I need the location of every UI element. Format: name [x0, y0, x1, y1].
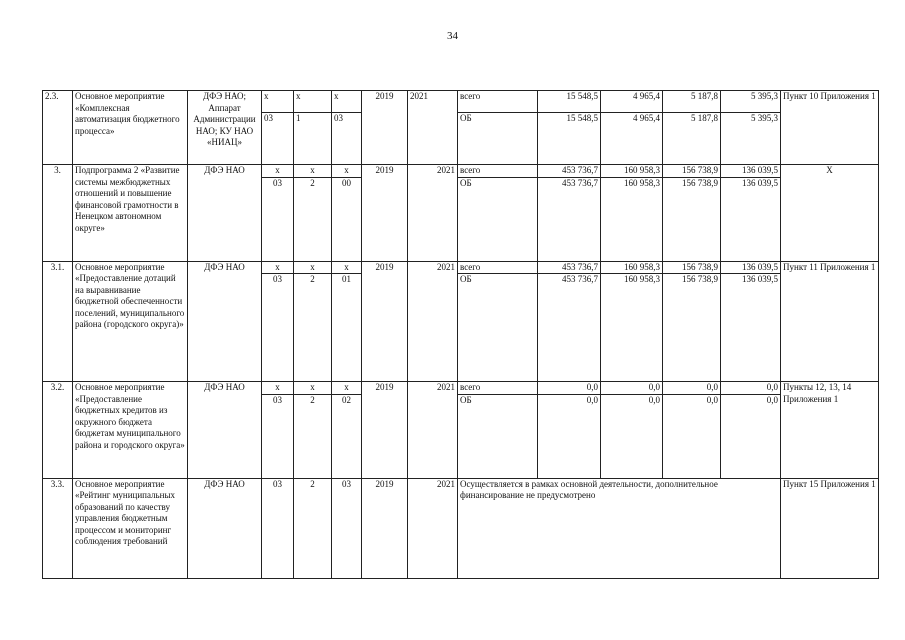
note: Пункт 10 Приложения 1 — [781, 91, 879, 165]
note: Х — [781, 165, 879, 262]
budget-code-x: х — [294, 165, 332, 178]
budget-code: 03 — [262, 113, 294, 165]
executor: ДФЭ НАО — [188, 261, 262, 382]
measure-name: Основное мероприятие «Рейтинг муниципальных образований по качеству управления бюджетным процессом и мониторинг соблюдения требований — [73, 478, 188, 578]
executor: ДФЭ НАО — [188, 382, 262, 479]
year-start: 2019 — [362, 165, 408, 262]
table-row — [43, 478, 879, 578]
funding-source: всего — [458, 91, 538, 113]
amount-2021: 136 039,5 — [721, 177, 781, 261]
funding-source: всего — [458, 382, 538, 395]
amount-2019: 4 965,4 — [601, 91, 663, 113]
table-row — [43, 91, 879, 113]
budget-code: 2 — [294, 478, 332, 578]
total-amount: 15 548,5 — [538, 113, 601, 165]
amount-2021: 0,0 — [721, 382, 781, 395]
row-number: 3.1. — [43, 261, 73, 382]
total-amount: 0,0 — [538, 382, 601, 395]
table-row — [43, 261, 879, 274]
total-amount: 453 736,7 — [538, 165, 601, 178]
total-amount: 453 736,7 — [538, 274, 601, 382]
budget-code: 03 — [262, 274, 294, 382]
budget-code: 2 — [294, 274, 332, 382]
measure-name: Подпрограмма 2 «Развитие системы межбюджетных отношений и повышение финансовой грамотности в Ненецком автономном округе» — [73, 165, 188, 262]
measure-name: Основное мероприятие «Предоставление дотаций на выравнивание бюджетной обеспеченности поселений, муниципального района (городского округа)» — [73, 261, 188, 382]
amount-2020: 0,0 — [663, 394, 721, 478]
budget-code: 2 — [294, 394, 332, 478]
budget-code-x: х — [262, 165, 294, 178]
year-end: 2021 — [408, 91, 458, 165]
year-end: 2021 — [408, 382, 458, 479]
amount-2020: 5 187,8 — [663, 113, 721, 165]
funding-source: ОБ — [458, 113, 538, 165]
amount-2019: 4 965,4 — [601, 113, 663, 165]
funding-source: ОБ — [458, 177, 538, 261]
executor: ДФЭ НАО — [188, 165, 262, 262]
total-amount: 15 548,5 — [538, 91, 601, 113]
measure-name: Основное мероприятие «Комплексная автоматизация бюджетного процесса» — [73, 91, 188, 165]
budget-code-x: х — [294, 91, 332, 113]
budget-code-x: х — [332, 165, 362, 178]
budget-code: 00 — [332, 177, 362, 261]
year-start: 2019 — [362, 382, 408, 479]
amount-2021: 136 039,5 — [721, 274, 781, 382]
funding-source: ОБ — [458, 274, 538, 382]
total-amount: 0,0 — [538, 394, 601, 478]
table-row — [43, 165, 879, 178]
amount-2019: 160 958,3 — [601, 165, 663, 178]
amount-2021: 136 039,5 — [721, 165, 781, 178]
amount-2021: 136 039,5 — [721, 261, 781, 274]
year-start: 2019 — [362, 91, 408, 165]
program-table — [42, 90, 879, 579]
amount-2021: 0,0 — [721, 394, 781, 478]
amount-2020: 156 738,9 — [663, 274, 721, 382]
amount-2019: 160 958,3 — [601, 261, 663, 274]
note: Пункты 12, 13, 14 Приложения 1 — [781, 382, 879, 479]
financing-note: Осуществляется в рамках основной деятельности, дополнительное финансирование не предусмотрено — [458, 478, 781, 578]
budget-code-x: х — [332, 91, 362, 113]
funding-source: всего — [458, 165, 538, 178]
budget-code-x: х — [262, 261, 294, 274]
row-number: 3. — [43, 165, 73, 262]
executor: ДФЭ НАО; Аппарат Администрации НАО; КУ НАО «НИАЦ» — [188, 91, 262, 165]
year-end: 2021 — [408, 261, 458, 382]
amount-2020: 156 738,9 — [663, 261, 721, 274]
amount-2021: 5 395,3 — [721, 113, 781, 165]
budget-code-x: х — [262, 91, 294, 113]
row-number: 3.3. — [43, 478, 73, 578]
budget-code: 03 — [332, 478, 362, 578]
total-amount: 453 736,7 — [538, 261, 601, 274]
amount-2020: 156 738,9 — [663, 177, 721, 261]
amount-2019: 0,0 — [601, 382, 663, 395]
budget-code-x: х — [262, 382, 294, 395]
budget-code: 03 — [332, 113, 362, 165]
row-number: 2.3. — [43, 91, 73, 165]
budget-code-x: х — [294, 261, 332, 274]
table-row — [43, 382, 879, 395]
row-number: 3.2. — [43, 382, 73, 479]
measure-name: Основное мероприятие «Предоставление бюджетных кредитов из окружного бюджета бюджетам муниципального района и городского округа» — [73, 382, 188, 479]
amount-2020: 0,0 — [663, 382, 721, 395]
budget-code: 03 — [262, 394, 294, 478]
year-start: 2019 — [362, 478, 408, 578]
amount-2019: 160 958,3 — [601, 274, 663, 382]
budget-code: 03 — [262, 478, 294, 578]
budget-code: 01 — [332, 274, 362, 382]
budget-code-x: х — [294, 382, 332, 395]
funding-source: всего — [458, 261, 538, 274]
year-end: 2021 — [408, 478, 458, 578]
amount-2021: 5 395,3 — [721, 91, 781, 113]
funding-source: ОБ — [458, 394, 538, 478]
amount-2019: 160 958,3 — [601, 177, 663, 261]
executor: ДФЭ НАО — [188, 478, 262, 578]
year-start: 2019 — [362, 261, 408, 382]
budget-code: 02 — [332, 394, 362, 478]
note: Пункт 15 Приложения 1 — [781, 478, 879, 578]
page-number: 34 — [447, 30, 458, 42]
total-amount: 453 736,7 — [538, 177, 601, 261]
budget-code-x: х — [332, 382, 362, 395]
amount-2019: 0,0 — [601, 394, 663, 478]
budget-code-x: х — [332, 261, 362, 274]
note: Пункт 11 Приложения 1 — [781, 261, 879, 382]
budget-code: 03 — [262, 177, 294, 261]
amount-2020: 156 738,9 — [663, 165, 721, 178]
budget-code: 1 — [294, 113, 332, 165]
amount-2020: 5 187,8 — [663, 91, 721, 113]
budget-code: 2 — [294, 177, 332, 261]
year-end: 2021 — [408, 165, 458, 262]
